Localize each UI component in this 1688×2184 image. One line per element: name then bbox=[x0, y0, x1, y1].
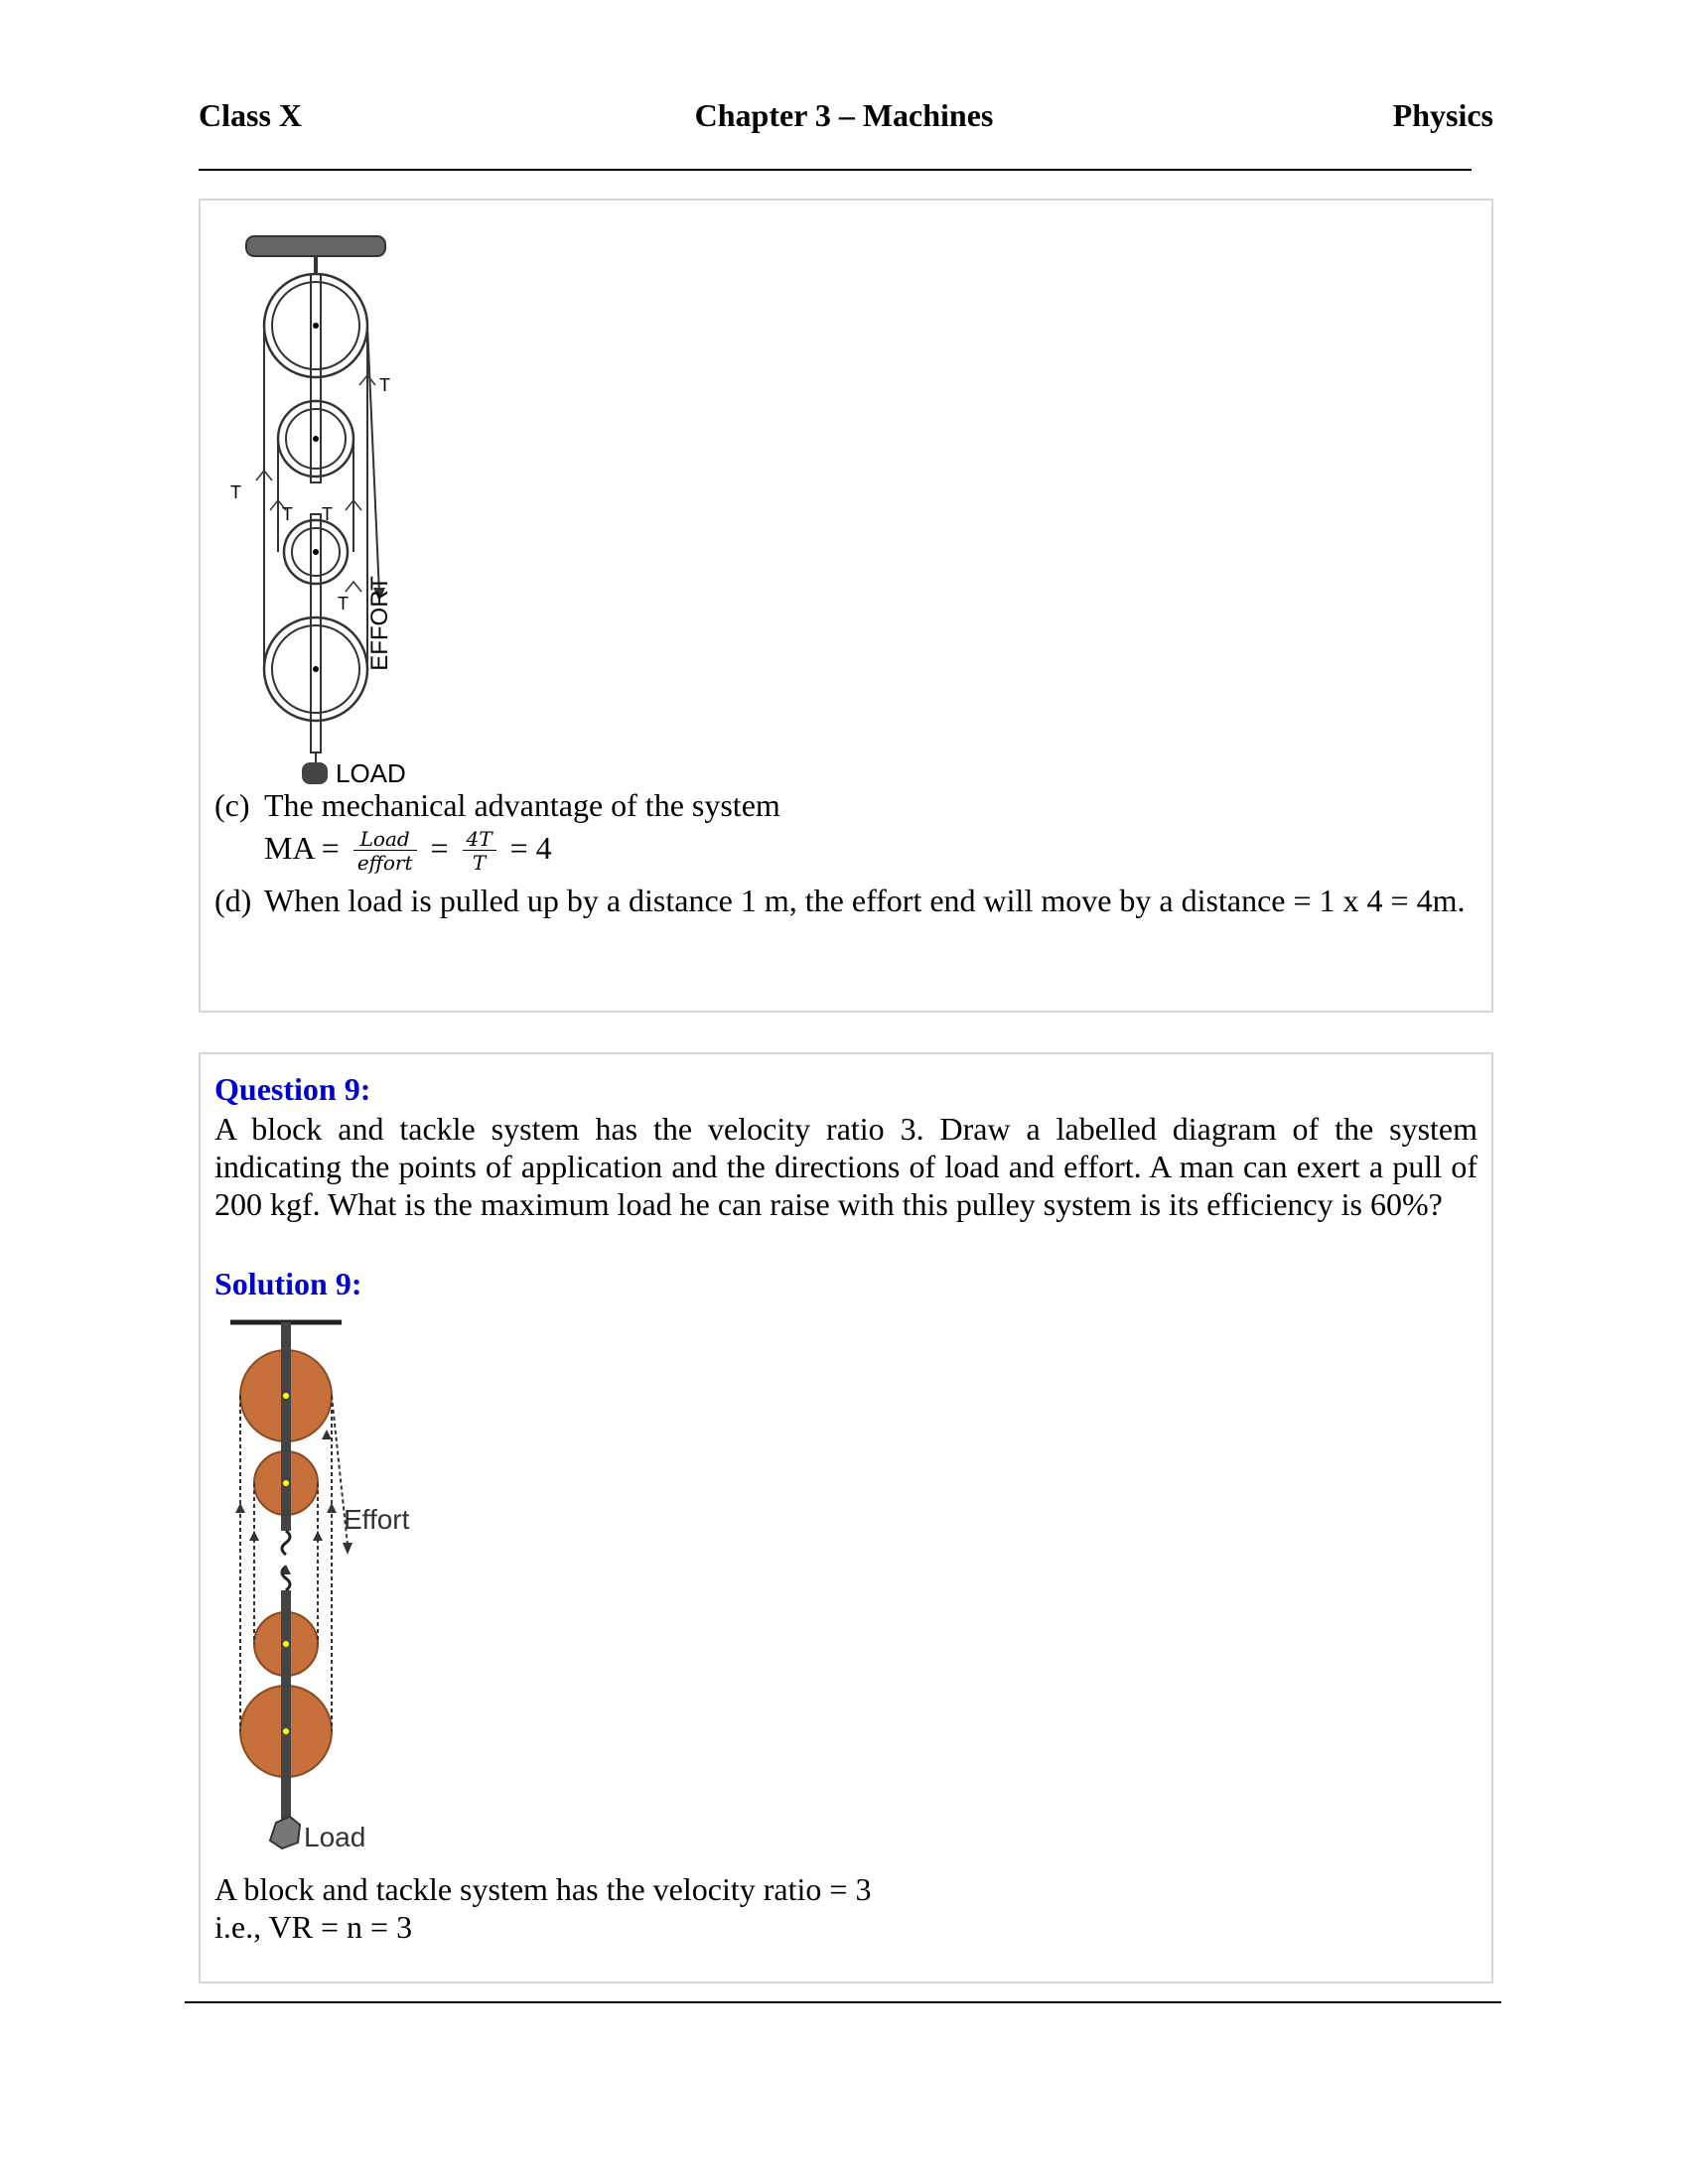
header-rule bbox=[199, 169, 1472, 171]
part-c bbox=[214, 786, 1477, 824]
header-chapter: Chapter 3 – Machines bbox=[694, 97, 994, 133]
equals-sign: = bbox=[430, 830, 449, 866]
question-9-box bbox=[199, 1052, 1493, 1983]
pulley-system-diagram bbox=[216, 216, 475, 784]
ma-result: = 4 bbox=[509, 830, 552, 866]
tension-label: T bbox=[338, 594, 349, 614]
tension-label: T bbox=[230, 482, 241, 502]
load-effort-fraction bbox=[353, 828, 417, 875]
part-c-label: (c) bbox=[214, 787, 250, 823]
solution-line-2: i.e., VR = n = 3 bbox=[214, 1909, 413, 1945]
fraction-numerator: Load bbox=[353, 828, 417, 851]
answer-box-continued bbox=[199, 199, 1493, 1013]
ma-prefix: MA = bbox=[264, 830, 340, 866]
block-and-tackle-diagram bbox=[218, 1316, 477, 1852]
ma-equation bbox=[214, 824, 1527, 876]
fraction-numerator: 4T bbox=[463, 828, 496, 851]
solution-line-1: A block and tackle system has the velocity ratio = 3 bbox=[214, 1871, 872, 1907]
footer-rule bbox=[185, 2001, 1501, 2003]
part-d bbox=[214, 882, 1477, 919]
part-d-label: (d) bbox=[214, 883, 252, 918]
fraction-denominator: T bbox=[472, 851, 487, 876]
tension-label: T bbox=[322, 504, 333, 524]
effort-label: Effort bbox=[344, 1504, 410, 1535]
part-c-text: The mechanical advantage of the system bbox=[264, 787, 780, 823]
solution-9-heading: Solution 9: bbox=[214, 1266, 362, 1301]
question-9-text: A block and tackle system has the velocity ratio 3. Draw a labelled diagram of the system indicating the points of application and the directions of load and effort. A man can exert a pull of 200 kgf. What is the maximum load he can raise with this pulley system is its efficiency is 60%? bbox=[214, 1111, 1477, 1222]
load-label: Load bbox=[304, 1822, 366, 1852]
part-d-text: When load is pulled up by a distance 1 m, the effort end will move by a distance = 1 x 4 = 4m. bbox=[264, 883, 1466, 918]
effort-label: EFFORT bbox=[366, 576, 393, 671]
header-subject: Physics bbox=[1392, 97, 1493, 133]
tension-fraction bbox=[463, 828, 496, 875]
tension-label: T bbox=[282, 504, 293, 524]
tension-label: T bbox=[379, 375, 390, 395]
header-class: Class X bbox=[199, 97, 303, 133]
question-9-heading: Question 9: bbox=[214, 1071, 371, 1107]
load-label: LOAD bbox=[336, 758, 406, 784]
fraction-denominator: effort bbox=[356, 851, 413, 876]
